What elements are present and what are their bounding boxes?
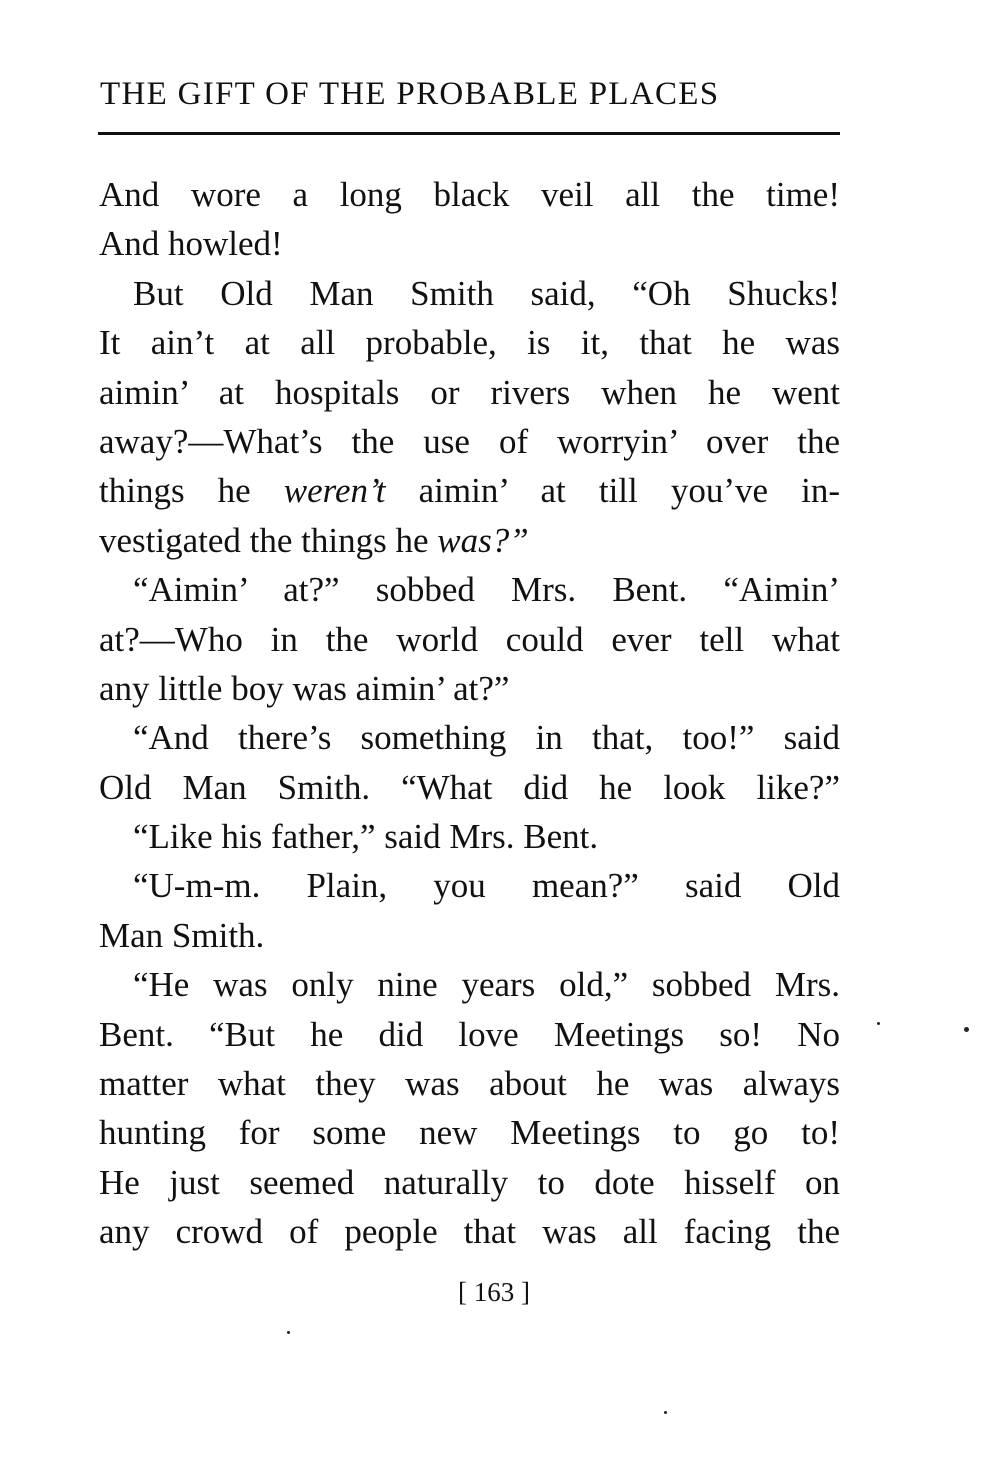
text-line: [99, 466, 840, 515]
text-line: any crowd of people that was all facing the: [99, 1212, 840, 1252]
text-line: “Like his father,” said Mrs. Bent.: [133, 817, 599, 857]
text-line: matter what they was about he was always: [99, 1064, 840, 1104]
text-line: hunting for some new Meetings to go to!: [99, 1113, 840, 1153]
italic-word: weren’t: [283, 471, 386, 511]
text-line: aimin’ at hospitals or rivers when he went: [99, 372, 840, 412]
text-line: Bent. “But he did love Meetings so! No: [99, 1014, 840, 1054]
scan-speck: [664, 1411, 667, 1414]
text-line: “He was only nine years old,” sobbed Mrs.: [133, 965, 840, 1005]
text-line: But Old Man Smith said, “Oh Shucks!: [133, 273, 840, 313]
text-line: He just seemed naturally to dote hisself on: [99, 1162, 840, 1202]
line-text: aimin’ at till you’ve in-: [385, 471, 840, 511]
header-rule: [98, 132, 840, 135]
scan-speck: [287, 1331, 290, 1334]
line-text: vestigated the things he: [99, 520, 438, 560]
body-text: [99, 170, 840, 1257]
italic-word: was?”: [437, 520, 529, 560]
text-line: Old Man Smith. “What did he look like?”: [99, 767, 840, 807]
scan-speck: [964, 1027, 969, 1032]
page-number: [ 163 ]: [458, 1277, 530, 1307]
text-line: “U-m-m. Plain, you mean?” said Old: [133, 866, 840, 906]
text-line: And wore a long black veil all the time!: [99, 175, 840, 214]
text-line: any little boy was aimin’ at?”: [99, 668, 510, 708]
line-text: things he: [99, 471, 284, 511]
text-line: at?—Who in the world could ever tell what: [99, 619, 840, 659]
running-head: THE GIFT OF THE PROBABLE PLACES: [100, 76, 720, 112]
text-line: “And there’s something in that, too!” said: [133, 718, 840, 758]
text-line: And howled!: [99, 224, 283, 264]
text-line: [99, 516, 840, 565]
scan-speck: [877, 1022, 880, 1025]
text-line: “Aimin’ at?” sobbed Mrs. Bent. “Aimin’: [133, 570, 840, 610]
text-line: It ain’t at all probable, is it, that he was: [99, 323, 840, 363]
text-line: away?—What’s the use of worryin’ over the: [99, 421, 840, 461]
text-line: Man Smith.: [99, 915, 265, 955]
